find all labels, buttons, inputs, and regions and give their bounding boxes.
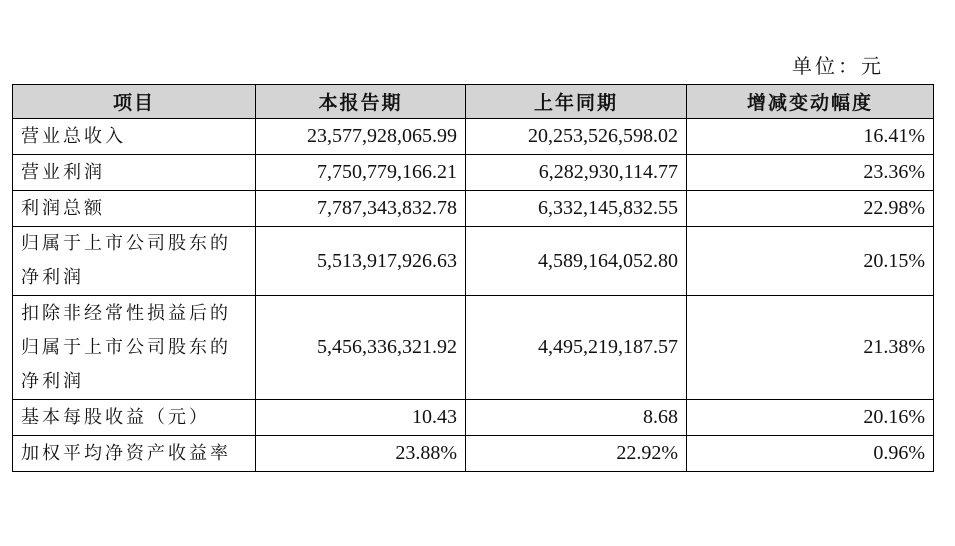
- table-header-row: [13, 85, 934, 119]
- change-value: 20.16%: [687, 400, 934, 436]
- change-value: 22.98%: [687, 191, 934, 227]
- header-current-period: 本报告期: [256, 85, 466, 119]
- current-value: 7,787,343,832.78: [256, 191, 466, 227]
- table-row: [13, 296, 934, 400]
- prior-value: 4,495,219,187.57: [466, 296, 687, 400]
- table-row: [13, 155, 934, 191]
- prior-value: 22.92%: [466, 436, 687, 472]
- current-value: 7,750,779,166.21: [256, 155, 466, 191]
- table-row: [13, 227, 934, 296]
- change-value: 23.36%: [687, 155, 934, 191]
- table-row: [13, 191, 934, 227]
- prior-value: 20,253,526,598.02: [466, 119, 687, 155]
- row-label: 营业总收入: [13, 119, 256, 155]
- header-prior-period: 上年同期: [466, 85, 687, 119]
- table-row: [13, 436, 934, 472]
- current-value: 5,456,336,321.92: [256, 296, 466, 400]
- unit-label: 单位：元: [792, 54, 884, 78]
- change-value: 0.96%: [687, 436, 934, 472]
- table-row: [13, 119, 934, 155]
- current-value: 5,513,917,926.63: [256, 227, 466, 296]
- row-label: 扣除非经常性损益后的归属于上市公司股东的净利润: [13, 296, 256, 400]
- prior-value: 6,282,930,114.77: [466, 155, 687, 191]
- row-label: 营业利润: [13, 155, 256, 191]
- prior-value: 6,332,145,832.55: [466, 191, 687, 227]
- financial-summary-table: [12, 84, 934, 472]
- table-row: [13, 400, 934, 436]
- change-value: 20.15%: [687, 227, 934, 296]
- change-value: 16.41%: [687, 119, 934, 155]
- row-label: 基本每股收益（元）: [13, 400, 256, 436]
- header-change-rate: 增减变动幅度: [687, 85, 934, 119]
- current-value: 23,577,928,065.99: [256, 119, 466, 155]
- change-value: 21.38%: [687, 296, 934, 400]
- prior-value: 8.68: [466, 400, 687, 436]
- row-label: 归属于上市公司股东的净利润: [13, 227, 256, 296]
- current-value: 23.88%: [256, 436, 466, 472]
- row-label: 加权平均净资产收益率: [13, 436, 256, 472]
- current-value: 10.43: [256, 400, 466, 436]
- row-label: 利润总额: [13, 191, 256, 227]
- prior-value: 4,589,164,052.80: [466, 227, 687, 296]
- header-item: 项目: [13, 85, 256, 119]
